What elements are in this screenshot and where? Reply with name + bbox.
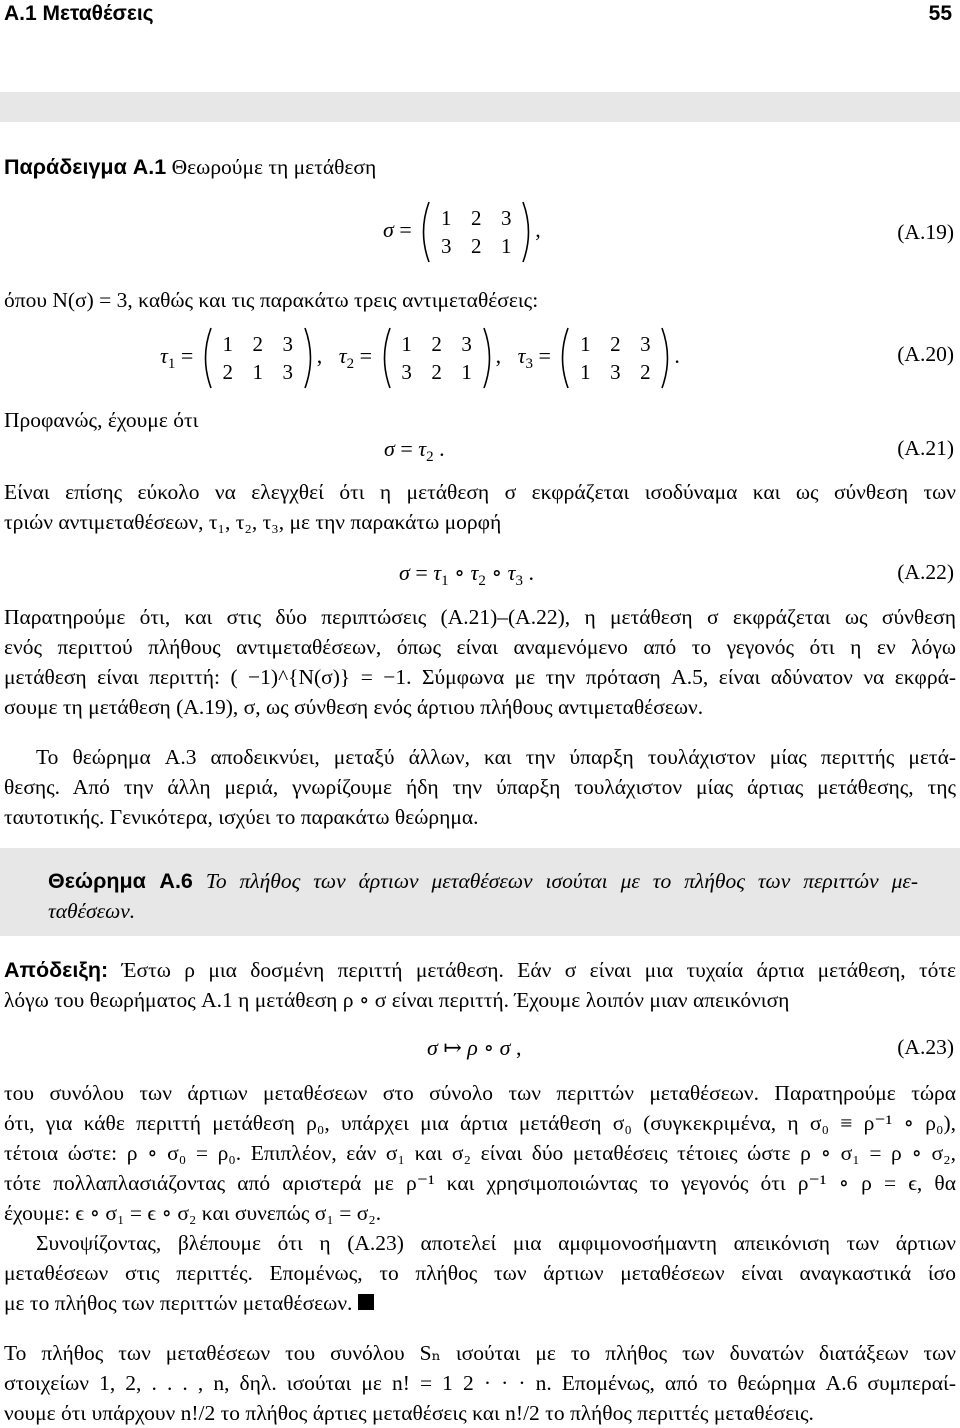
paragraph-final: Το πλήθος των μεταθέσεων του συνόλου Sₙ ισούται με το πλήθος των δυνατών διατάξεων των στοιχείων 1, 2, . . . , n, δηλ. ισούται με n! = 1 2 · · · n. Επομένως, από το θεώρημα A.6 συμπεραί- νουμε ότι υπάρχουν n!/2 το πλήθος άρτιες μεταθέσεις και n!/2 το πλήθος περιττές μεταθέσεις.	[4, 1341, 956, 1425]
line-nsigma: όπου N(σ) = 3, καθώς και τις παρακάτω τρεις αντιμεταθέσεις:	[4, 288, 539, 312]
example-intro: Θεωρούμε τη μετάθεση	[171, 155, 377, 179]
tau3-matrix: 1 2 3 1 3 2	[556, 326, 674, 390]
theorem-label: Θεώρημα A.6	[48, 869, 193, 893]
proof-start: Απόδειξη: Έστω ρ μια δοσμένη περιττή μετάθεση. Εάν σ είναι μια τυχαία άρτια μετάθεση, τότε λόγω του θεωρήματος A.1 η μετάθεση ρ ∘ σ είναι περιττή. Έχουμε λοιπόν μιαν απεικόνιση	[4, 958, 956, 1012]
qed-square-icon	[358, 1294, 374, 1310]
sigma-matrix: 1 2 3 3 2 1	[417, 200, 535, 264]
paragraph-composition: Είναι επίσης εύκολο να ελεγχθεί ότι η μετάθεση σ εκφράζεται ισοδύναμα και ως σύνθεση των τριών αντιμεταθέσεων, τ₁, τ₂, τ₃, με την παρακάτω μορφή	[4, 480, 956, 534]
proof-body: του συνόλου των άρτιων μεταθέσεων στο σύνολο των περιττών μεταθέσεων. Παρατηρούμε τώρα ότι, για κάθε περιττή μετάθεση ρ₀, υπάρχει μια άρτια μετάθεση σ₀ (συγκεκριμένα, η σ₀ ≡ ρ⁻¹ ∘ ρ₀), τέτοια ώστε: ρ ∘ σ₀ = ρ₀. Επιπλέον, εάν σ₁ και σ₂ είναι δύο μεταθέσεις τέτοιες ώστε ρ ∘ σ₁ = ρ ∘ σ₂, τότε πολλαπλασιάζοντας από αριστερά με ρ⁻¹ και χρησιμοποιώντας το γεγονός ότι ρ⁻¹ ∘ ρ = ϵ, θα έχουμε: ϵ ∘ σ₁ = ϵ ∘ σ₂ και συνεπώς σ₁ = σ₂. Συνοψίζοντας, βλέπουμε ότι η (A.23) αποτελεί μια αμφιμονοσήμαντη απεικόνιση των άρτιων μεταθέσεων στις περιττές. Επομένως, το πλήθος των άρτιων μεταθέσεων είναι αναγκαστικά ίσο με το πλήθος των περιττών μεταθέσεων.	[4, 1081, 956, 1315]
tau2-matrix: 1 2 3 3 2 1	[378, 326, 496, 390]
equation-a19: σ = 1 2 3 3 2 1 ,	[383, 200, 541, 264]
theorem-a6: Θεώρημα A.6 Το πλήθος των άρτιων μεταθέσεων ισούται με το πλήθος των περιττών με- ταθέσεων.	[48, 869, 919, 923]
equation-a21: $\sigma = \tau_2$ .	[384, 436, 445, 465]
page-number: 55	[928, 2, 952, 25]
section-title: A.1 Μεταθέσεις	[4, 2, 154, 25]
example-heading	[4, 152, 956, 182]
proof-label: Απόδειξη:	[4, 958, 109, 982]
eqno-a19: (A.19)	[897, 220, 954, 244]
gray-band-top	[0, 92, 960, 122]
equation-a23: σ ↦ ρ ∘ σ ,	[427, 1035, 522, 1060]
equation-a20: $\tau_1$ = 1 2 3 2 1 3 , $\tau_2$ = 1 2 3 3 2 1 , $\tau_3$ = 1 2 3 1 3 2 .	[160, 326, 680, 390]
page-header	[0, 0, 960, 34]
line-obvious: Προφανώς, έχουμε ότι	[4, 408, 199, 432]
eqno-a21: (A.21)	[897, 436, 954, 460]
paragraph-observation: Παρατηρούμε ότι, και στις δύο περιπτώσεις (A.21)–(A.22), η μετάθεση σ εκφράζεται ως σύνθεση ενός περιττού πλήθους αντιμεταθέσεων, όπως είναι αναμενόμενο από το γεγονός ότι η εν λόγω μετάθεση είναι περιττή: ( −1)^{N(σ)} = −1. Σύμφωνα με την πρόταση A.5, είναι αδύνατον να εκφρά- σουμε τη μετάθεση (A.19), σ, ως σύνθεση ενός άρτιου πλήθους αντιμεταθέσεων.	[4, 605, 956, 719]
eqno-a23: (A.23)	[897, 1035, 954, 1059]
paragraph-theorem-a3: Το θεώρημα A.3 αποδεικνύει, μεταξύ άλλων, και την ύπαρξη τουλάχιστον μίας περιττής μετά- θεσης. Από την άλλη μεριά, γνωρίζουμε ήδη την ύπαρξη τουλάχιστον μίας άρτιας μετάθεσης, της ταυτοτικής. Γενικότερα, ισχύει το παρακάτω θεώρημα.	[4, 745, 956, 829]
eqno-a20: (A.20)	[897, 342, 954, 366]
tau1-matrix: 1 2 3 2 1 3	[199, 326, 317, 390]
eqno-a22: (A.22)	[897, 560, 954, 584]
example-label: Παράδειγμα A.1	[4, 155, 167, 179]
equation-a22: $\sigma = \tau_1$ ∘ $\tau_2$ ∘ $\tau_3$ .	[399, 560, 534, 589]
